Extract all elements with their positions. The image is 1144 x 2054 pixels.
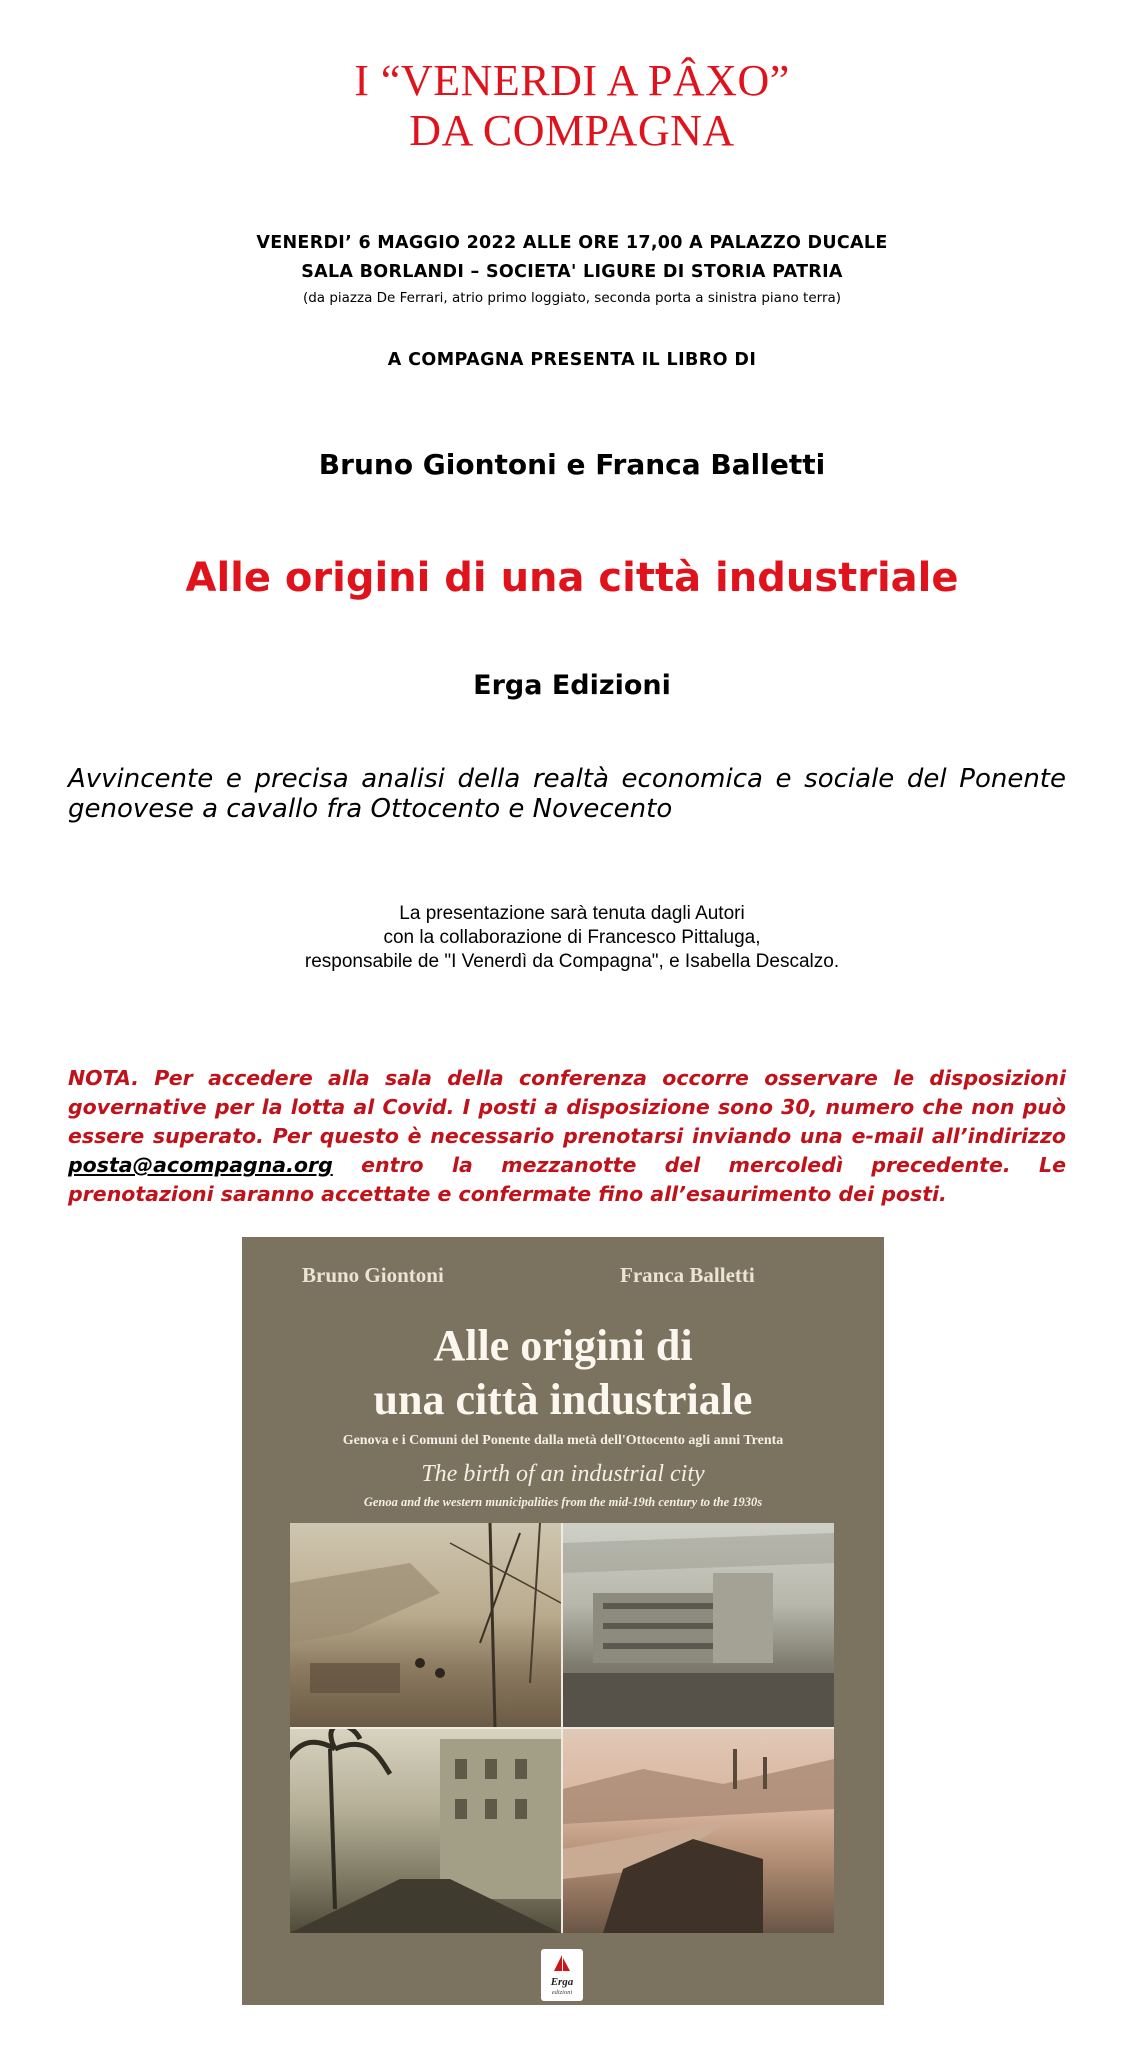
logo-name: Erga: [550, 1976, 574, 1988]
street-photo: [290, 1729, 561, 1933]
cover-photo-grid: [290, 1523, 834, 1933]
book-title: Alle origini di una città industriale: [185, 555, 959, 601]
event-room: SALA BORLANDI – SOCIETA' LIGURE DI STORIA PATRIA: [301, 262, 843, 282]
street-photo-drawing: [290, 1729, 561, 1933]
book-publisher: Erga Edizioni: [473, 670, 671, 701]
harbour-photo-drawing: [290, 1523, 561, 1727]
cover-title-line-2: una città industriale: [373, 1375, 753, 1424]
cover-title: [242, 1319, 884, 1427]
note-text-after: entro la mezzanotte del mercoledì precedente. Le prenotazioni saranno accettate e confermate fino all’esaurimento dei posti.: [68, 1153, 1066, 1206]
cover-subtitle-en: Genoa and the western municipalities from the mid-19th century to the 1930s: [363, 1495, 763, 1509]
cover-title-line-1: Alle origini di: [433, 1321, 693, 1370]
note-text-before: NOTA. Per accedere alla sala della conferenza occorre osservare le disposizioni governative per la lotta al Covid. I posti a disposizione sono 30, numero che non può essere superato. Per questo è necessario prenotarsi inviando una e-mail all’indirizzo: [68, 1066, 1066, 1148]
cover-subtitle: Genova e i Comuni del Ponente dalla metà dell'Ottocento agli anni Trenta: [342, 1433, 784, 1448]
event-date-venue: VENERDI’ 6 MAGGIO 2022 ALLE ORE 17,00 A PALAZZO DUCALE: [256, 233, 888, 253]
harbour-photo: [290, 1523, 561, 1727]
title-line-1: I “VENERDI A PÂXO”: [354, 56, 790, 105]
factory-photo-drawing: [563, 1523, 834, 1727]
publisher-logo: [541, 1949, 583, 2001]
cover-title-en: The birth of an industrial city: [421, 1461, 705, 1487]
presents-heading: A COMPAGNA PRESENTA IL LIBRO DI: [387, 350, 757, 370]
event-series-title: [0, 56, 1144, 156]
cover-author-left: Bruno Giontoni: [302, 1263, 444, 1287]
presentation-info: [0, 902, 1144, 974]
coast-photo-drawing: [563, 1729, 834, 1933]
presentation-line-2: con la collaborazione di Francesco Pittaluga,: [383, 927, 761, 948]
logo-sub: edizioni: [551, 1989, 573, 1996]
presentation-line-1: La presentazione sarà tenuta dagli Autori: [399, 903, 745, 924]
book-cover-image: [242, 1237, 884, 2005]
book-authors: Bruno Giontoni e Franca Balletti: [318, 448, 826, 481]
book-description: Avvincente e precisa analisi della realtà economica e sociale del Ponente genovese a cavallo fra Ottocento e Novecento: [68, 764, 1066, 824]
sail-icon: [553, 1955, 571, 1975]
cover-author-right: Franca Balletti: [620, 1263, 755, 1287]
covid-note: [68, 1064, 1066, 1209]
title-line-2: DA COMPAGNA: [409, 106, 735, 155]
factory-photo: [563, 1523, 834, 1727]
email-link[interactable]: posta@acompagna.org: [68, 1153, 333, 1177]
presentation-line-3: responsabile de "I Venerdì da Compagna", e Isabella Descalzo.: [304, 951, 840, 972]
coast-photo: [563, 1729, 834, 1933]
event-directions: (da piazza De Ferrari, atrio primo loggiato, seconda porta a sinistra piano terra): [302, 290, 842, 306]
